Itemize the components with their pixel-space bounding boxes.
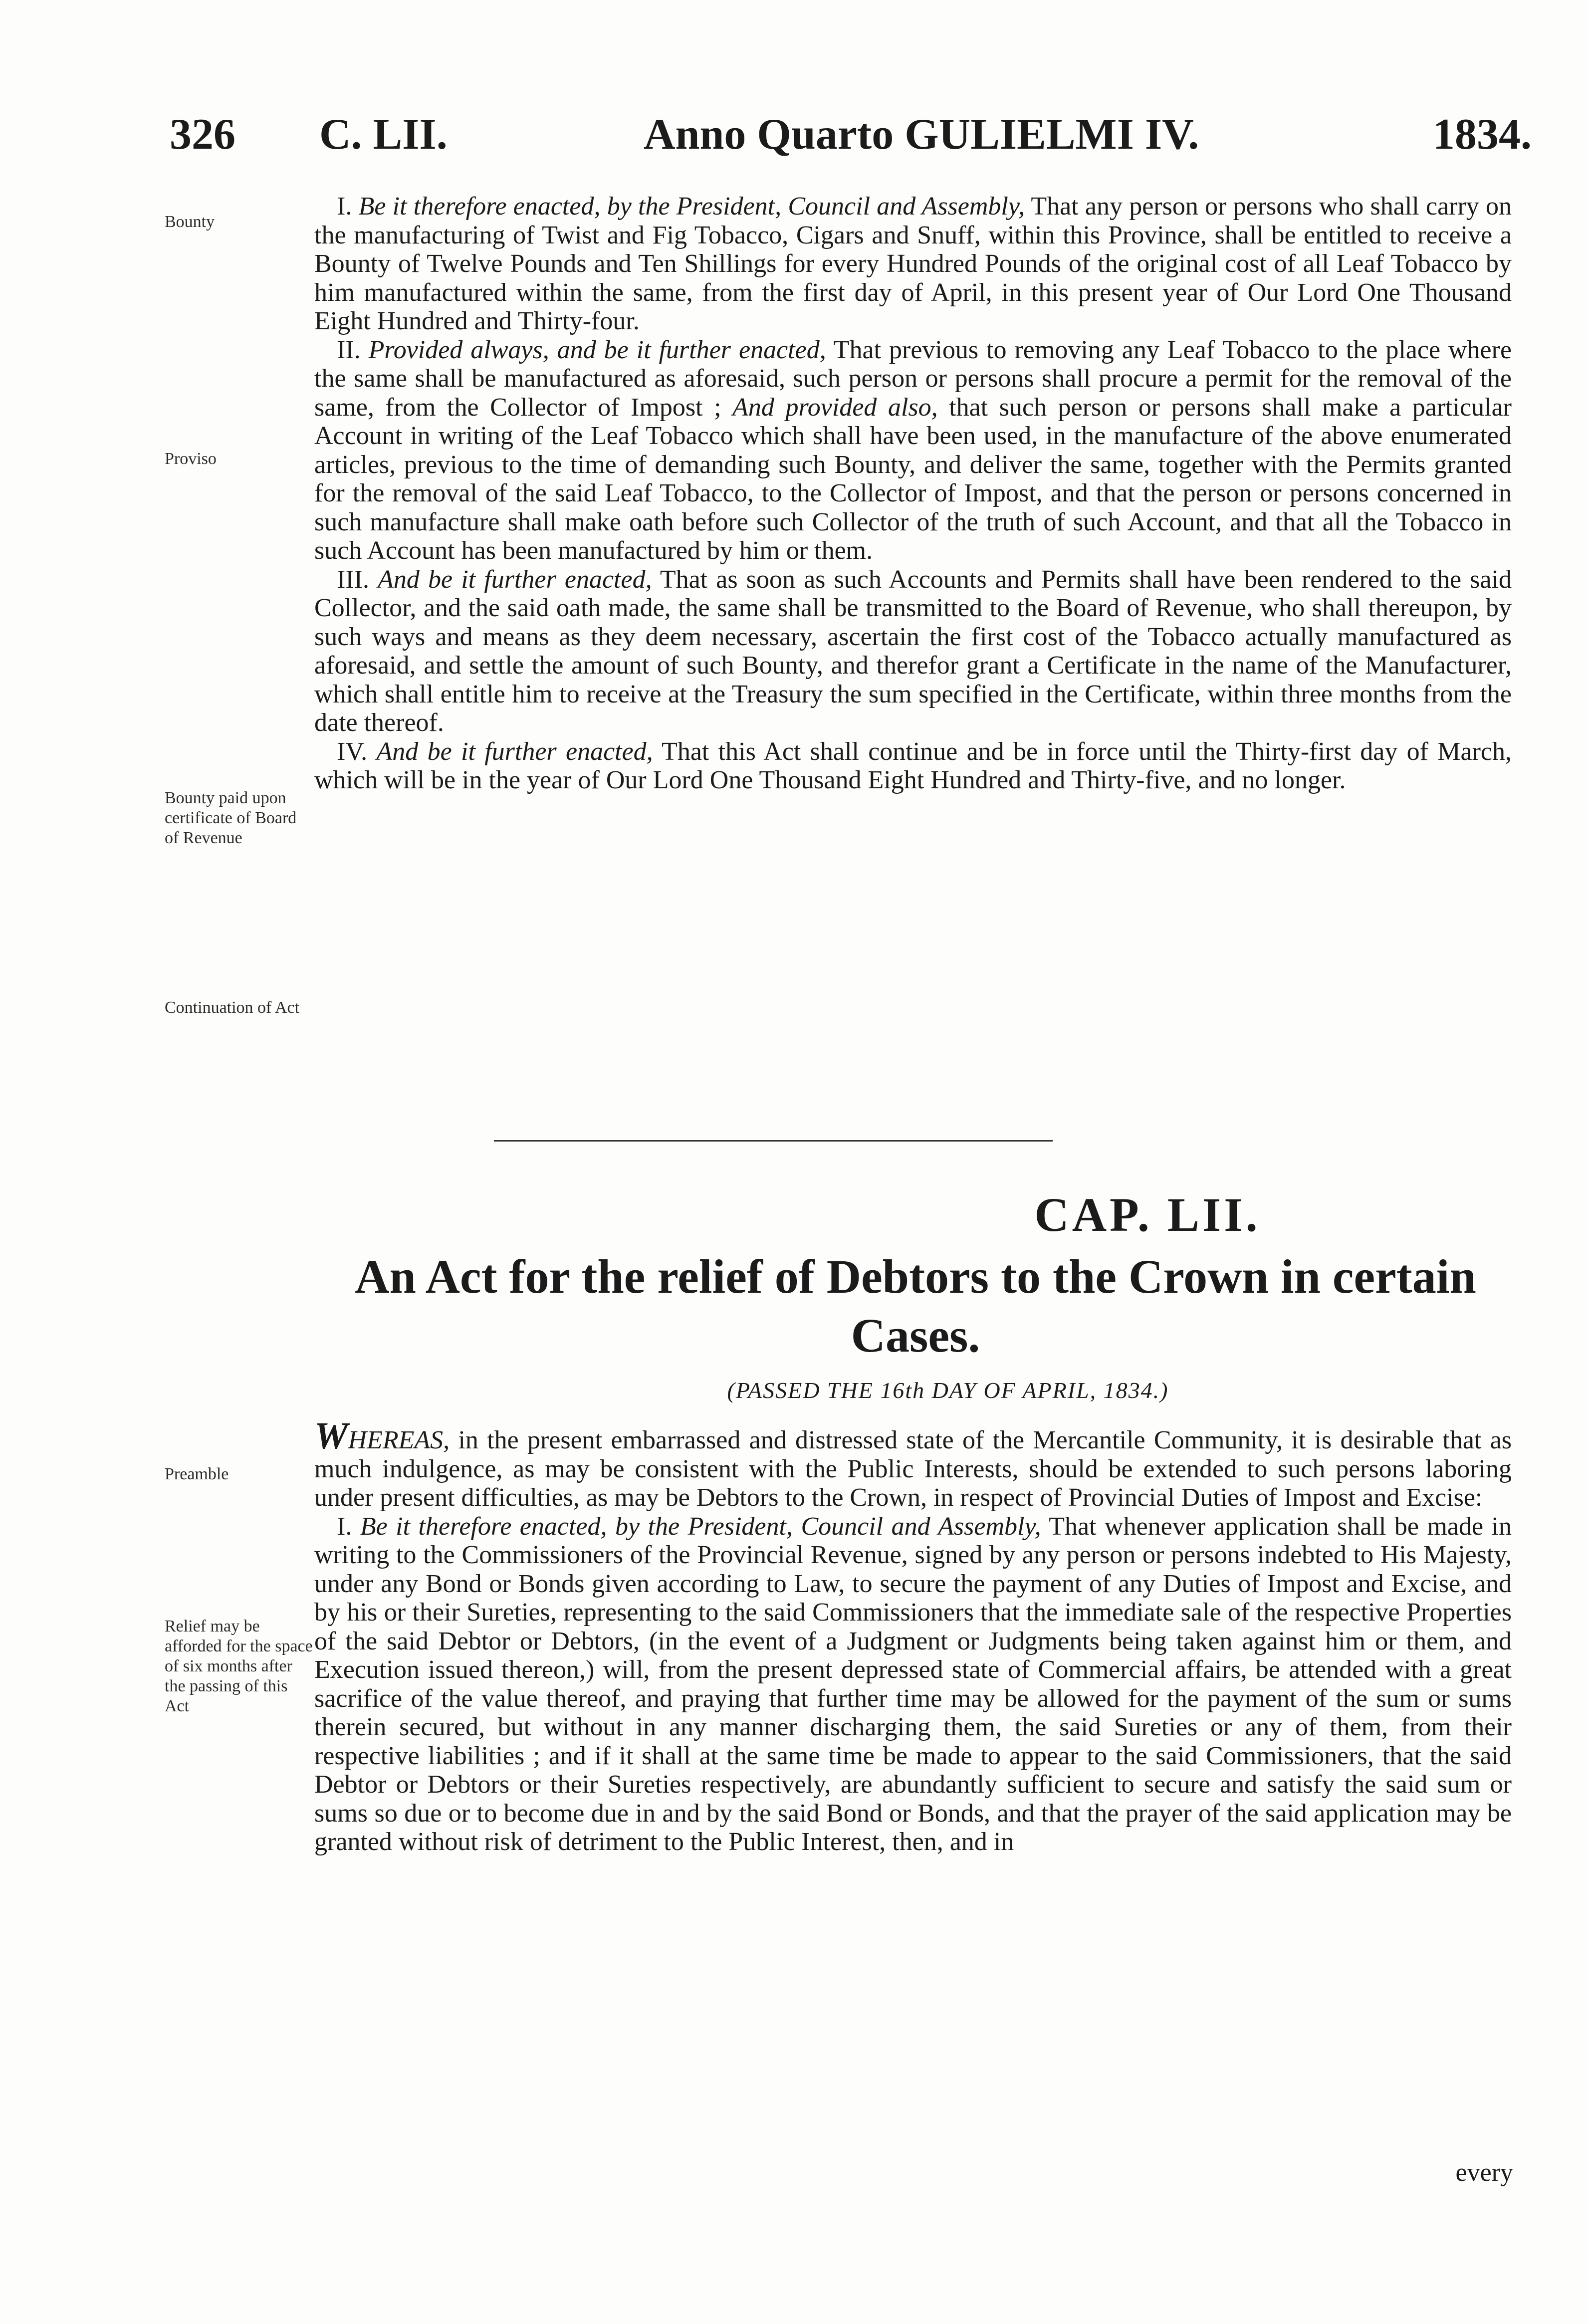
section-text: That previous to removing any Leaf Tobacco to the place where the same shall be manufactured as aforesaid, such person or persons shall procure a permit for the removal of the same, from the Collector of Impost ; — [314, 335, 1512, 422]
header-year: 1834. — [1433, 110, 1532, 159]
passed-date: (PASSED THE 16th DAY OF APRIL, 1834.) — [727, 1378, 1169, 1403]
act-one-body — [314, 192, 1512, 795]
section-number: IV. — [337, 737, 368, 766]
section-text: That as soon as such Accounts and Permits shall have been rendered to the said Collector, and the said oath made, the same shall be transmitted to the Board of Revenue, who shall thereupon, by such ways and means as they deem necessary, ascertain the first cost of the Tobacco actually manufactured as aforesaid, and settle the amount of such Bounty, and therefor grant a Certificate in the name of the Manufacturer, which shall entitle him to receive at the Treasury the sum specified in the Certificate, within three months from the date thereof. — [314, 565, 1512, 737]
section-number: I. — [337, 1512, 352, 1541]
margin-note-preamble: Preamble — [165, 1465, 229, 1483]
section-divider — [494, 1140, 1053, 1142]
section-2 — [314, 336, 1512, 565]
section-3 — [314, 565, 1512, 737]
section-number: II. — [337, 335, 361, 364]
enacting-clause: Provided always, and be it further enacted, — [368, 335, 826, 364]
section-number: III. — [337, 565, 369, 594]
preamble-lead: HEREAS, — [348, 1426, 450, 1454]
margin-note-bounty: Bounty — [165, 213, 215, 231]
section-text: That this Act shall continue and be in force until the Thirty-first day of March, which will be in the year of Our Lord One Thousand Eight Hundred and Thirty-five, and no longer. — [314, 737, 1512, 794]
section-text-continued: that such person or persons shall make a particular Account in writing of the Leaf Tobacco which shall have been used, in the manufacture of the above enumerated articles, previous to the time of demanding such Bounty, and deliver the same, together with the Permits granted for the removal of the said Leaf Tobacco, to the Collector of Impost, and that the person or persons concerned in such manufacture shall make oath before such Collector of the truth of such Account, and that all the Tobacco in such Account has been manufactured by him or them. — [314, 393, 1512, 565]
running-header — [170, 107, 1532, 162]
drop-cap: W — [314, 1415, 348, 1457]
margin-note-relief: Relief may be afforded for the space of six months after the passing of this Act — [165, 1617, 313, 1715]
section-1 — [314, 192, 1512, 336]
enacting-clause: Be it therefore enacted, by the President, Council and Assembly, — [358, 192, 1025, 221]
section-number: I. — [337, 192, 352, 221]
page-number: 326 — [170, 110, 235, 159]
proviso-clause: And provided also, — [732, 393, 938, 422]
section-4 — [314, 737, 1512, 795]
catchword: every — [1455, 2158, 1513, 2187]
section-text: That whenever application shall be made in writing to the Commissioners of the Provincial Revenue, signed by any person or persons indebted to His Majesty, under any Bond or Bonds given according to Law, to secure the payment of any Duties of Impost and Excise, and by his or their Sureties, representing to the said Commissioners that the immediate sale of the respective Properties of the said Debtor or Debtors, (in the event of a Judgment or Judgments being taken against him or them, and Execution issued thereon,) will, from the present depressed state of Commercial affairs, be attended with a great sacrifice of the value thereof, and praying that further time may be allowed for the payment of the sum or sums therein secured, but without in any manner discharging them, the said Sureties or any of them, from their respective liabilities ; and if it shall at the same time be made to appear to the said Commissioners, that the said Debtor or Debtors or their Sureties respectively, are abundantly sufficient to secure and satisfy the said sum or sums so due or to become due in and by the said Bond or Bonds, and that the prayer of the said application may be granted without risk of detriment to the Public Interest, then, and in — [314, 1512, 1512, 1856]
preamble-paragraph — [314, 1415, 1512, 1512]
section-1 — [314, 1512, 1512, 1857]
chapter-heading: CAP. LII. — [1034, 1188, 1261, 1241]
enacting-clause: And be it further enacted, — [378, 565, 652, 594]
preamble-text: in the present embarrassed and distressed state of the Mercantile Community, it is desirable that as much indulgence, as may be consistent with the Public Interests, should be extended to such persons laboring under present difficulties, as may be Debtors to the Crown, in respect of Provincial Duties of Impost and Excise: — [314, 1426, 1512, 1512]
margin-note-proviso: Proviso — [165, 450, 217, 468]
enacting-clause: Be it therefore enacted, by the President, Council and Assembly, — [360, 1512, 1041, 1541]
enacting-clause: And be it further enacted, — [376, 737, 653, 766]
margin-note-bounty-paid: Bounty paid upon certificate of Board of Revenue — [165, 789, 297, 847]
act-two-body — [314, 1415, 1512, 1857]
section-text: That any person or persons who shall carry on the manufacturing of Twist and Fig Tobacco, Cigars and Snuff, within this Province, shall be entitled to receive a Bounty of Twelve Pounds and Ten Shillings for every Hundred Pounds of the original cost of all Leaf Tobacco by him manufactured within the same, from the first day of April, in this present year of Our Lord One Thousand Eight Hundred and Thirty-four. — [314, 192, 1512, 335]
chapter-number: C. LII. — [319, 110, 448, 159]
margin-note-continuation: Continuation of Act — [165, 998, 300, 1017]
running-title: Anno Quarto GULIELMI IV. — [644, 110, 1199, 159]
act-title: An Act for the relief of Debtors to the Crown in certain Cases. — [355, 1250, 1476, 1362]
